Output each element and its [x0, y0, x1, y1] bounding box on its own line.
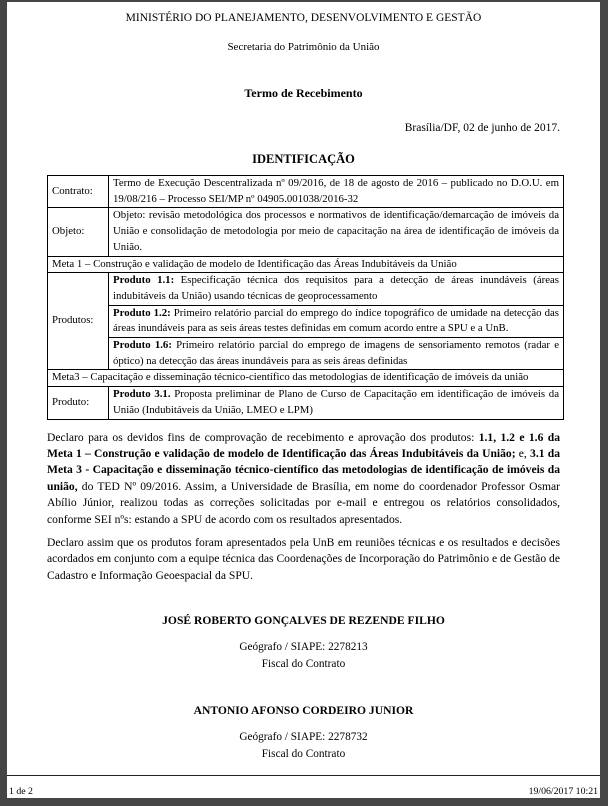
p1-segment-3: e, [515, 446, 531, 460]
document-title: Termo de Recebimento [244, 86, 363, 100]
produto-1-1-title: Produto 1.1: [113, 274, 175, 287]
table-row-meta1 [48, 256, 564, 273]
signature-2-function: Fiscal do Contrato [261, 748, 346, 761]
declaration-paragraph-1 [47, 430, 560, 528]
table-row-produto-1-6 [48, 338, 564, 370]
p1-segment-1: Declaro para os devidos fins de comprovação de recebimento e aprovação dos produtos: [47, 430, 479, 444]
signature-1-function: Fiscal do Contrato [261, 658, 346, 671]
table-row-contrato [48, 176, 564, 208]
document-page [7, 2, 600, 798]
document-content [7, 2, 600, 760]
page-footer [7, 775, 600, 798]
contrato-label-cell: Contrato: [48, 176, 109, 208]
meta1-cell: Meta 1 – Construção e validação de modelo de Identificação das Áreas Indubitáveis da União [48, 256, 564, 273]
p1-segment-2-bold: 1.1, 1.2 e 1.6 da Meta 1 – Construção e validação de modelo de Identificação das Áreas Indubitáveis da União; [47, 430, 560, 460]
secretariat-subheader: Secretaria do Patrimônio da União [227, 41, 380, 53]
produto-1-6-text: Primeiro relatório parcial do emprego de imagens de sensoriamento remotos (radar e óptico) na detecção das áreas inundáveis para as seis áreas definidas [113, 339, 559, 367]
signature-1-name: JOSÉ ROBERTO GONÇALVES DE REZENDE FILHO [162, 614, 445, 628]
table-row-produto-1-2 [48, 305, 564, 337]
produto-1-6-cell [109, 338, 564, 370]
p1-segment-5: do TED Nº 09/2016. Assim, a Universidade de Brasília, em nome do coordenador Professor Osmar Abílio Júnior, realizou todas as correções solicitadas por e-mail e entregou os relatórios consolidados, conforme SEI nºs: estando a SPU de acordo com os resultados apresentados. [47, 479, 560, 526]
declaration-paragraph-2: Declaro assim que os produtos foram apresentados pela UnB em reuniões técnicas e os resultados e decisões acordados em conjunto com a equipe técnica das Coordenações de Incorporação do Patrimônio e de Gestão de Cadastro e Informação Geoespacial da SPU. [47, 535, 560, 582]
section-title-identificacao: IDENTIFICAÇÃO [252, 152, 355, 166]
page-number: 1 de 2 [9, 786, 33, 797]
contrato-value-cell: Termo de Execução Descentralizada nº 09/2016, de 18 de agosto de 2016 – publicado no D.O.U. em 19/08/216 – Processo SEI/MP nº 04905.001038/2016-32 [109, 176, 564, 208]
place-date: Brasília/DF, 02 de junho de 2017. [404, 122, 560, 134]
objeto-value-cell: Objeto: revisão metodológica dos processos e normativos de identificação/demarcação de imóveis da União e consolidação de metodologia por meio de capacitação na área de identificação de imóveis da União. [109, 208, 564, 256]
produto-1-2-cell [109, 305, 564, 337]
table-row-objeto [48, 208, 564, 256]
produto-3-1-title: Produto 3.1. [113, 388, 171, 401]
produto-1-2-text: Primeiro relatório parcial do emprego do índice topográfico de umidade na detecção das áreas inundáveis para as seis áreas testes definidas em comum acordo entre a SPU e a UnB. [113, 306, 559, 335]
signature-2-role: Geógrafo / SIAPE: 2278732 [239, 731, 368, 744]
print-timestamp: 19/06/2017 10:21 [528, 786, 598, 797]
produto-1-6-title: Produto 1.6: [113, 339, 172, 352]
objeto-label-cell: Objeto: [48, 208, 109, 256]
produtos-label-cell: Produtos: [48, 273, 109, 370]
produto-1-1-cell [109, 273, 564, 305]
table-row-produto-1-1 [48, 273, 564, 305]
ministry-header: MINISTÉRIO DO PLANEJAMENTO, DESENVOLVIMENTO E GESTÃO [125, 12, 482, 24]
p1-segment-4-bold: 3.1 da Meta 3 - Capacitação e disseminação técnico-científico das metodologias de identificação de imóveis da união, [47, 446, 560, 493]
identification-table [47, 175, 564, 420]
produto-3-1-cell [109, 387, 564, 419]
signature-1-role: Geógrafo / SIAPE: 2278213 [239, 641, 368, 654]
table-row-produto-3-1 [48, 387, 564, 419]
produto-3-1-text: Proposta preliminar de Plano de Curso de Capacitação em identificação de imóveis da União (Indubitáveis da União, LMEO e LPM) [113, 388, 559, 416]
meta3-cell: Meta3 – Capacitação e disseminação técnico-científico das metodologias de identificação de imóveis da união [48, 370, 564, 387]
signature-2-name: ANTONIO AFONSO CORDEIRO JUNIOR [193, 704, 414, 718]
table-row-meta3 [48, 370, 564, 387]
produto-label-cell: Produto: [48, 387, 109, 419]
produto-1-1-text: Especificação técnica dos requisitos para a detecção de áreas inundáveis (áreas indubitáveis da União) usando técnicas de geoprocessamento [113, 274, 559, 302]
produto-1-2-title: Produto 1.2: [113, 306, 171, 319]
